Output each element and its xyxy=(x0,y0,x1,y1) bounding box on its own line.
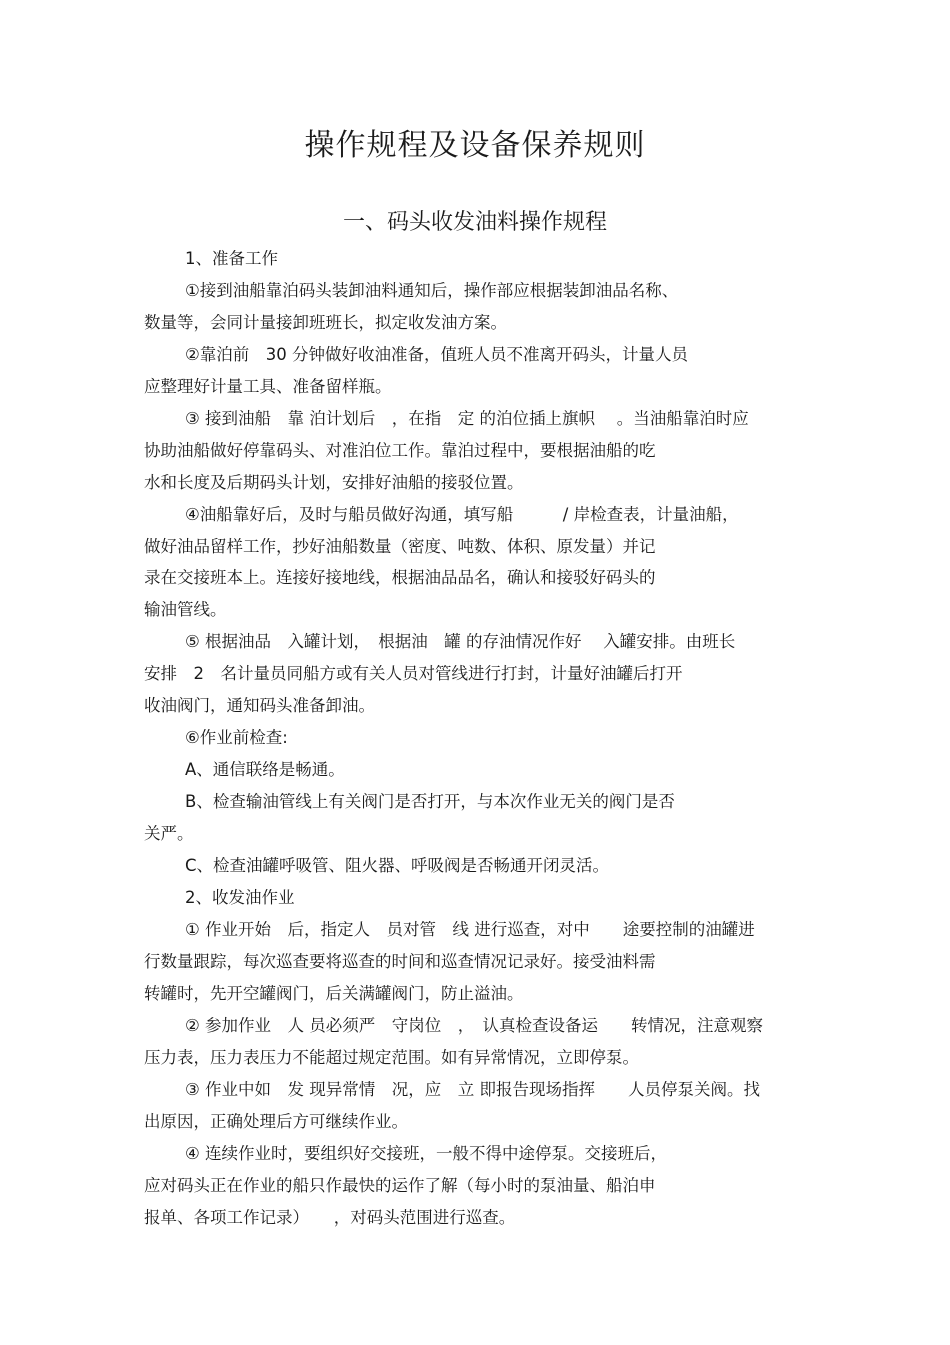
paragraph-line: 安排 2 名计量员同船方或有关人员对管线进行打封，计量好油罐后打开 xyxy=(144,664,683,683)
paragraph-line: 做好油品留样工作，抄好油船数量（密度、吨数、体积、原发量）并记 xyxy=(144,537,656,556)
section-title: 一、码头收发油料操作规程 xyxy=(342,210,607,235)
paragraph-line: 应整理好计量工具、准备留样瓶。 xyxy=(144,377,392,396)
paragraph-line: 输油管线。 xyxy=(144,600,227,619)
paragraph-line: ②靠泊前 30 分钟做好收油准备，值班人员不准离开码头，计量人员 xyxy=(185,345,689,364)
paragraph-line: ① 作业开始 后，指定人 员对管 线 进行巡查，对中 途要控制的油罐进 xyxy=(185,920,755,939)
paragraph-line: 应对码头正在作业的船只作最快的运作了解（每小时的泵油量、船泊申 xyxy=(144,1176,656,1195)
paragraph-line: ④ 连续作业时，要组织好交接班，一般不得中途停泵。交接班后， xyxy=(185,1144,668,1163)
paragraph-line: ③ 作业中如 发 现异常情 况，应 立 即报告现场指挥 人员停泵关阀。找 xyxy=(185,1080,761,1099)
paragraph-line: 录在交接班本上。连接好接地线，根据油品品名，确认和接驳好码头的 xyxy=(144,568,656,587)
paragraph-line: 关严。 xyxy=(144,824,194,843)
paragraph-line: 数量等，会同计量接卸班班长，拟定收发油方案。 xyxy=(144,313,507,332)
paragraph-line: 报单、各项工作记录） ，对码头范围进行巡查。 xyxy=(144,1208,516,1227)
paragraph-line: A、通信联络是畅通。 xyxy=(185,760,345,779)
paragraph-line: ①接到油船靠泊码头装卸油料通知后，操作部应根据装卸油品名称、 xyxy=(185,281,679,300)
document-title: 操作规程及设备保养规则 xyxy=(304,128,646,163)
paragraph-line: 2、收发油作业 xyxy=(185,888,295,907)
paragraph-line: C、检查油罐呼吸管、阻火器、呼吸阀是否畅通开闭灵活。 xyxy=(185,856,610,875)
paragraph-line: 转罐时，先开空罐阀门，后关满罐阀门，防止溢油。 xyxy=(144,984,524,1003)
paragraph-line: B、检查输油管线上有关阀门是否打开，与本次作业无关的阀门是否 xyxy=(185,792,675,811)
paragraph-line: ⑤ 根据油品 入罐计划， 根据油 罐 的存油情况作好 入罐安排。由班长 xyxy=(185,632,736,651)
paragraph-line: 协助油船做好停靠码头、对准泊位工作。靠泊过程中，要根据油船的吃 xyxy=(144,441,656,460)
paragraph-line: 收油阀门，通知码头准备卸油。 xyxy=(144,696,375,715)
paragraph-line: 压力表，压力表压力不能超过规定范围。如有异常情况，立即停泵。 xyxy=(144,1048,639,1067)
paragraph-line: ④油船靠好后，及时与船员做好沟通，填写船 / 岸检查表，计量油船， xyxy=(185,505,739,524)
paragraph-line: ③ 接到油船 靠 泊计划后 ，在指 定 的泊位插上旗帜 。当油船靠泊时应 xyxy=(185,409,749,428)
paragraph-line: ⑥作业前检查: xyxy=(185,728,288,747)
paragraph-line: 1、准备工作 xyxy=(185,249,278,268)
paragraph-line: 行数量跟踪，每次巡查要将巡查的时间和巡查情况记录好。接受油料需 xyxy=(144,952,656,971)
paragraph-line: 出原因，正确处理后方可继续作业。 xyxy=(144,1112,408,1131)
paragraph-line: 水和长度及后期码头计划，安排好油船的接驳位置。 xyxy=(144,473,524,492)
paragraph-line: ② 参加作业 人 员必须严 守岗位 ， 认真检查设备运 转情况，注意观察 xyxy=(185,1016,764,1035)
